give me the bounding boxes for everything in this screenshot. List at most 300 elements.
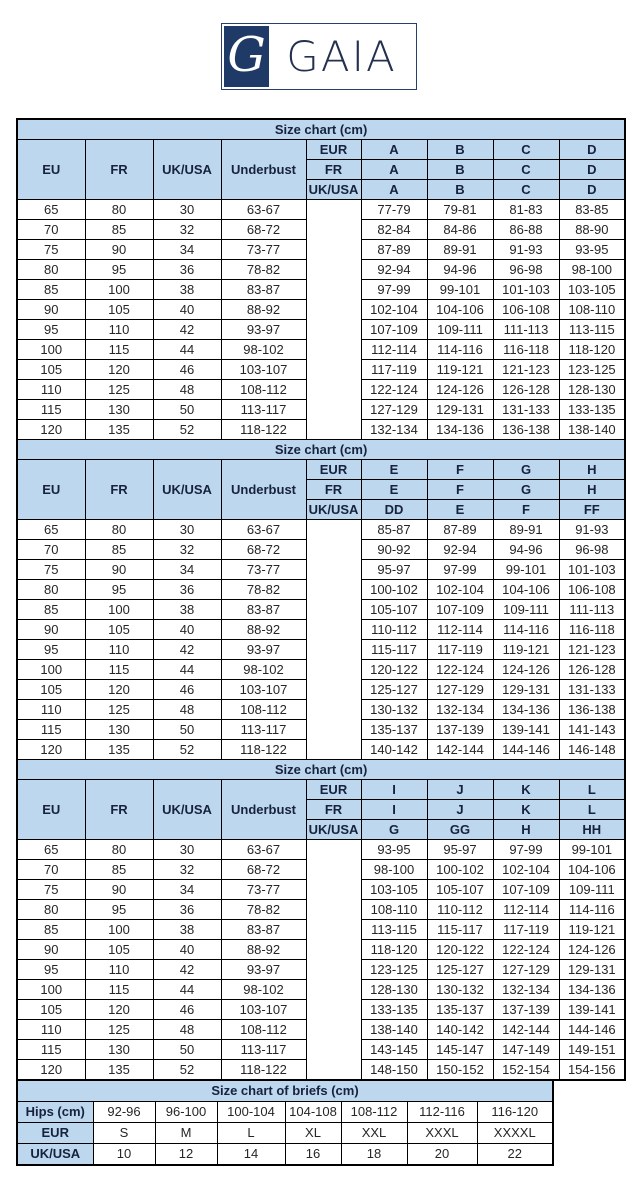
bust-range-cell: 109-111	[427, 320, 493, 340]
bust-range-cell: 100-102	[361, 580, 427, 600]
cup-size-header: C	[493, 180, 559, 200]
bust-range-cell: 107-109	[361, 320, 427, 340]
size-value-cell: 135	[85, 740, 153, 760]
briefs-value-cell: 12	[155, 1144, 217, 1166]
bust-range-cell: 145-147	[427, 1040, 493, 1060]
bust-range-cell: 130-132	[427, 980, 493, 1000]
column-header: FR	[85, 140, 153, 200]
gaia-logo	[221, 23, 417, 90]
size-value-cell: 100	[85, 600, 153, 620]
size-value-cell: 83-87	[221, 600, 306, 620]
bust-range-cell: 108-110	[559, 300, 625, 320]
cup-size-header: A	[361, 180, 427, 200]
size-value-cell: 110	[17, 380, 85, 400]
bust-range-cell: 110-112	[361, 620, 427, 640]
size-value-cell: 95	[17, 640, 85, 660]
size-chart-section-3	[17, 760, 625, 1081]
size-value-cell: 118-122	[221, 1060, 306, 1081]
bust-range-cell: 147-149	[493, 1040, 559, 1060]
size-value-cell: 108-112	[221, 380, 306, 400]
size-value-cell: 120	[85, 1000, 153, 1020]
bust-range-cell: 112-114	[493, 900, 559, 920]
size-value-cell: 110	[85, 320, 153, 340]
size-value-cell: 46	[153, 360, 221, 380]
size-value-cell: 100	[85, 280, 153, 300]
size-value-cell: 125	[85, 380, 153, 400]
size-value-cell: 34	[153, 240, 221, 260]
bust-range-cell: 115-117	[361, 640, 427, 660]
cup-size-header: F	[427, 480, 493, 500]
cup-size-header: A	[361, 160, 427, 180]
bust-range-cell: 114-116	[427, 340, 493, 360]
bust-range-cell: 119-121	[493, 640, 559, 660]
size-charts-area	[16, 118, 638, 1166]
size-value-cell: 85	[17, 280, 85, 300]
size-value-cell: 110	[85, 960, 153, 980]
bust-range-cell: 127-129	[493, 960, 559, 980]
cup-size-header: J	[427, 800, 493, 820]
size-value-cell: 80	[17, 260, 85, 280]
bust-range-cell: 125-127	[361, 680, 427, 700]
size-value-cell: 50	[153, 1040, 221, 1060]
bust-range-cell: 101-103	[559, 560, 625, 580]
cup-size-header: HH	[559, 820, 625, 840]
bust-range-cell: 103-105	[559, 280, 625, 300]
column-header: EU	[17, 780, 85, 840]
size-value-cell: 85	[17, 920, 85, 940]
size-value-cell: 65	[17, 520, 85, 540]
size-value-cell: 100	[17, 980, 85, 1000]
size-value-cell: 98-102	[221, 340, 306, 360]
size-value-cell: 73-77	[221, 560, 306, 580]
cup-system-label: FR	[306, 160, 361, 180]
bust-range-cell: 136-138	[493, 420, 559, 440]
size-value-cell: 48	[153, 700, 221, 720]
bust-range-cell: 86-88	[493, 220, 559, 240]
cup-size-header: A	[361, 140, 427, 160]
spacer-cell	[306, 200, 361, 440]
bust-range-cell: 105-107	[427, 880, 493, 900]
size-value-cell: 125	[85, 1020, 153, 1040]
size-value-cell: 46	[153, 1000, 221, 1020]
bust-range-cell: 94-96	[493, 540, 559, 560]
size-value-cell: 38	[153, 920, 221, 940]
size-value-cell: 32	[153, 860, 221, 880]
briefs-value-cell: 18	[341, 1144, 407, 1166]
bust-range-cell: 137-139	[427, 720, 493, 740]
bust-range-cell: 120-122	[361, 660, 427, 680]
bust-range-cell: 142-144	[493, 1020, 559, 1040]
briefs-value-cell: XL	[285, 1123, 341, 1144]
bust-range-cell: 122-124	[361, 380, 427, 400]
size-value-cell: 65	[17, 840, 85, 860]
cup-system-label: EUR	[306, 460, 361, 480]
size-value-cell: 95	[17, 320, 85, 340]
briefs-value-cell: 20	[407, 1144, 477, 1166]
bust-range-cell: 149-151	[559, 1040, 625, 1060]
bust-range-cell: 139-141	[559, 1000, 625, 1020]
size-value-cell: 83-87	[221, 920, 306, 940]
size-value-cell: 90	[17, 940, 85, 960]
size-value-cell: 70	[17, 220, 85, 240]
spacer-cell	[306, 520, 361, 760]
briefs-value-cell: 108-112	[341, 1102, 407, 1123]
size-value-cell: 135	[85, 420, 153, 440]
bust-range-cell: 109-111	[493, 600, 559, 620]
size-value-cell: 30	[153, 840, 221, 860]
size-value-cell: 93-97	[221, 960, 306, 980]
bust-range-cell: 98-100	[361, 860, 427, 880]
size-value-cell: 115	[17, 1040, 85, 1060]
bust-range-cell: 106-108	[559, 580, 625, 600]
bust-range-cell: 129-131	[493, 680, 559, 700]
size-value-cell: 90	[17, 620, 85, 640]
size-value-cell: 85	[85, 540, 153, 560]
size-value-cell: 93-97	[221, 320, 306, 340]
bust-range-cell: 142-144	[427, 740, 493, 760]
bust-range-cell: 91-93	[493, 240, 559, 260]
size-value-cell: 75	[17, 880, 85, 900]
cup-size-header: L	[559, 780, 625, 800]
size-value-cell: 98-102	[221, 660, 306, 680]
bust-range-cell: 131-133	[559, 680, 625, 700]
bust-range-cell: 106-108	[493, 300, 559, 320]
cup-size-header: G	[493, 460, 559, 480]
bust-range-cell: 143-145	[361, 1040, 427, 1060]
bust-range-cell: 95-97	[427, 840, 493, 860]
size-value-cell: 90	[85, 560, 153, 580]
cup-system-label: UK/USA	[306, 820, 361, 840]
bust-range-cell: 117-119	[361, 360, 427, 380]
bust-range-cell: 131-133	[493, 400, 559, 420]
cup-size-header: E	[361, 460, 427, 480]
bust-range-cell: 129-131	[427, 400, 493, 420]
briefs-title-row	[17, 1080, 553, 1102]
size-value-cell: 110	[17, 700, 85, 720]
column-header: Underbust	[221, 460, 306, 520]
column-header: EU	[17, 460, 85, 520]
size-value-cell: 80	[85, 840, 153, 860]
size-value-cell: 63-67	[221, 520, 306, 540]
bust-range-cell: 124-126	[427, 380, 493, 400]
size-value-cell: 93-97	[221, 640, 306, 660]
bust-range-cell: 102-104	[493, 860, 559, 880]
size-value-cell: 120	[17, 420, 85, 440]
cup-size-header: E	[427, 500, 493, 520]
size-value-cell: 68-72	[221, 220, 306, 240]
size-value-cell: 130	[85, 720, 153, 740]
size-value-cell: 103-107	[221, 680, 306, 700]
size-value-cell: 34	[153, 560, 221, 580]
bust-range-cell: 139-141	[493, 720, 559, 740]
bust-range-cell: 89-91	[493, 520, 559, 540]
bust-range-cell: 126-128	[493, 380, 559, 400]
size-value-cell: 36	[153, 260, 221, 280]
bust-range-cell: 119-121	[559, 920, 625, 940]
size-value-cell: 120	[17, 740, 85, 760]
bust-range-cell: 103-105	[361, 880, 427, 900]
bust-range-cell: 94-96	[427, 260, 493, 280]
size-value-cell: 105	[85, 940, 153, 960]
cup-system-label: UK/USA	[306, 500, 361, 520]
bust-range-cell: 132-134	[361, 420, 427, 440]
size-value-cell: 52	[153, 1060, 221, 1081]
bust-range-cell: 110-112	[427, 900, 493, 920]
bust-range-cell: 140-142	[427, 1020, 493, 1040]
bust-range-cell: 135-137	[427, 1000, 493, 1020]
bust-range-cell: 140-142	[361, 740, 427, 760]
size-value-cell: 80	[85, 520, 153, 540]
size-value-cell: 130	[85, 1040, 153, 1060]
size-value-cell: 78-82	[221, 580, 306, 600]
bust-range-cell: 99-101	[559, 840, 625, 860]
bust-range-cell: 115-117	[427, 920, 493, 940]
bust-range-cell: 135-137	[361, 720, 427, 740]
size-value-cell: 46	[153, 680, 221, 700]
size-value-cell: 48	[153, 380, 221, 400]
size-value-cell: 100	[17, 340, 85, 360]
bust-range-cell: 133-135	[559, 400, 625, 420]
logo-container	[0, 0, 638, 118]
size-value-cell: 50	[153, 400, 221, 420]
size-value-cell: 42	[153, 640, 221, 660]
bust-range-cell: 117-119	[427, 640, 493, 660]
size-value-cell: 32	[153, 220, 221, 240]
bust-range-cell: 112-114	[427, 620, 493, 640]
bust-range-cell: 109-111	[559, 880, 625, 900]
size-value-cell: 135	[85, 1060, 153, 1081]
cup-header-row	[17, 460, 625, 480]
size-value-cell: 105	[17, 1000, 85, 1020]
size-value-cell: 32	[153, 540, 221, 560]
cup-size-header: F	[493, 500, 559, 520]
bust-range-cell: 100-102	[427, 860, 493, 880]
bust-range-cell: 152-154	[493, 1060, 559, 1081]
briefs-value-cell: 22	[477, 1144, 553, 1166]
bust-range-cell: 104-106	[559, 860, 625, 880]
size-value-cell: 95	[85, 580, 153, 600]
briefs-value-cell: 112-116	[407, 1102, 477, 1123]
bust-range-cell: 107-109	[427, 600, 493, 620]
size-value-cell: 52	[153, 740, 221, 760]
bust-range-cell: 127-129	[361, 400, 427, 420]
bust-range-cell: 104-106	[427, 300, 493, 320]
size-data-row	[17, 840, 625, 860]
size-value-cell: 118-122	[221, 420, 306, 440]
bust-range-cell: 96-98	[493, 260, 559, 280]
bust-range-cell: 122-124	[493, 940, 559, 960]
bust-range-cell: 134-136	[559, 980, 625, 1000]
size-value-cell: 115	[17, 400, 85, 420]
size-value-cell: 75	[17, 560, 85, 580]
bust-range-cell: 97-99	[493, 840, 559, 860]
column-header: FR	[85, 780, 153, 840]
briefs-value-cell: 92-96	[93, 1102, 155, 1123]
bust-range-cell: 124-126	[559, 940, 625, 960]
size-value-cell: 90	[85, 880, 153, 900]
size-value-cell: 70	[17, 540, 85, 560]
bust-range-cell: 113-115	[559, 320, 625, 340]
briefs-data-row	[17, 1144, 553, 1166]
size-value-cell: 70	[17, 860, 85, 880]
bust-range-cell: 102-104	[361, 300, 427, 320]
column-header: UK/USA	[153, 460, 221, 520]
size-value-cell: 110	[17, 1020, 85, 1040]
cup-header-row	[17, 780, 625, 800]
size-value-cell: 118-122	[221, 740, 306, 760]
bust-range-cell: 108-110	[361, 900, 427, 920]
size-value-cell: 88-92	[221, 940, 306, 960]
bust-range-cell: 123-125	[559, 360, 625, 380]
cup-size-header: J	[427, 780, 493, 800]
bust-range-cell: 84-86	[427, 220, 493, 240]
cup-size-header: D	[559, 140, 625, 160]
bust-range-cell: 132-134	[427, 700, 493, 720]
size-value-cell: 90	[85, 240, 153, 260]
title-row	[17, 440, 625, 460]
bust-range-cell: 99-101	[427, 280, 493, 300]
size-value-cell: 73-77	[221, 880, 306, 900]
size-value-cell: 44	[153, 340, 221, 360]
briefs-data-row	[17, 1102, 553, 1123]
size-value-cell: 105	[17, 360, 85, 380]
briefs-value-cell: L	[217, 1123, 285, 1144]
bust-range-cell: 123-125	[361, 960, 427, 980]
size-value-cell: 40	[153, 620, 221, 640]
size-value-cell: 42	[153, 960, 221, 980]
bust-range-cell: 89-91	[427, 240, 493, 260]
briefs-value-cell: 16	[285, 1144, 341, 1166]
size-value-cell: 105	[17, 680, 85, 700]
bust-range-cell: 118-120	[361, 940, 427, 960]
bust-range-cell: 137-139	[493, 1000, 559, 1020]
cup-size-header: D	[559, 180, 625, 200]
briefs-value-cell: 14	[217, 1144, 285, 1166]
cup-size-header: H	[493, 820, 559, 840]
bust-range-cell: 83-85	[559, 200, 625, 220]
bust-range-cell: 148-150	[361, 1060, 427, 1081]
bust-range-cell: 79-81	[427, 200, 493, 220]
bust-range-cell: 146-148	[559, 740, 625, 760]
size-value-cell: 110	[85, 640, 153, 660]
cup-size-header: B	[427, 140, 493, 160]
title-row	[17, 119, 625, 140]
cup-size-header: I	[361, 780, 427, 800]
briefs-row-label: UK/USA	[17, 1144, 93, 1166]
size-value-cell: 95	[17, 960, 85, 980]
size-value-cell: 38	[153, 600, 221, 620]
cup-system-label: FR	[306, 800, 361, 820]
bust-range-cell: 99-101	[493, 560, 559, 580]
bust-range-cell: 97-99	[361, 280, 427, 300]
size-value-cell: 75	[17, 240, 85, 260]
gaia-monogram-letter: G	[227, 26, 266, 83]
size-value-cell: 105	[85, 620, 153, 640]
bust-range-cell: 111-113	[559, 600, 625, 620]
size-value-cell: 100	[17, 660, 85, 680]
column-header: FR	[85, 460, 153, 520]
bra-size-charts-table	[16, 118, 626, 1081]
briefs-value-cell: XXL	[341, 1123, 407, 1144]
cup-system-label: EUR	[306, 140, 361, 160]
cup-size-header: C	[493, 160, 559, 180]
briefs-value-cell: XXXL	[407, 1123, 477, 1144]
cup-size-header: F	[427, 460, 493, 480]
bust-range-cell: 90-92	[361, 540, 427, 560]
briefs-value-cell: 116-120	[477, 1102, 553, 1123]
size-value-cell: 30	[153, 200, 221, 220]
size-value-cell: 63-67	[221, 200, 306, 220]
cup-size-header: B	[427, 160, 493, 180]
size-data-row	[17, 200, 625, 220]
bust-range-cell: 124-126	[493, 660, 559, 680]
briefs-value-cell: 10	[93, 1144, 155, 1166]
bust-range-cell: 127-129	[427, 680, 493, 700]
gaia-monogram-icon	[224, 26, 269, 87]
bust-range-cell: 134-136	[493, 700, 559, 720]
size-value-cell: 103-107	[221, 1000, 306, 1020]
size-value-cell: 65	[17, 200, 85, 220]
size-value-cell: 125	[85, 700, 153, 720]
cup-system-label: FR	[306, 480, 361, 500]
size-value-cell: 115	[85, 980, 153, 1000]
bust-range-cell: 129-131	[559, 960, 625, 980]
bust-range-cell: 125-127	[427, 960, 493, 980]
cup-system-label: EUR	[306, 780, 361, 800]
size-value-cell: 120	[17, 1060, 85, 1081]
briefs-row-label: EUR	[17, 1123, 93, 1144]
column-header: Underbust	[221, 780, 306, 840]
bust-range-cell: 101-103	[493, 280, 559, 300]
cup-size-header: C	[493, 140, 559, 160]
size-value-cell: 120	[85, 360, 153, 380]
bust-range-cell: 91-93	[559, 520, 625, 540]
bust-range-cell: 77-79	[361, 200, 427, 220]
bust-range-cell: 114-116	[493, 620, 559, 640]
bust-range-cell: 117-119	[493, 920, 559, 940]
size-chart-title: Size chart (cm)	[17, 760, 625, 780]
cup-size-header: H	[559, 480, 625, 500]
size-value-cell: 30	[153, 520, 221, 540]
cup-size-header: G	[493, 480, 559, 500]
bust-range-cell: 144-146	[493, 740, 559, 760]
size-value-cell: 95	[85, 900, 153, 920]
bust-range-cell: 122-124	[427, 660, 493, 680]
cup-size-header: I	[361, 800, 427, 820]
cup-size-header: GG	[427, 820, 493, 840]
briefs-value-cell: S	[93, 1123, 155, 1144]
size-value-cell: 130	[85, 400, 153, 420]
size-value-cell: 36	[153, 580, 221, 600]
bust-range-cell: 112-114	[361, 340, 427, 360]
bust-range-cell: 88-90	[559, 220, 625, 240]
cup-size-header: H	[559, 460, 625, 480]
size-value-cell: 108-112	[221, 700, 306, 720]
size-chart-section-2	[17, 440, 625, 760]
column-header: UK/USA	[153, 140, 221, 200]
size-value-cell: 85	[85, 220, 153, 240]
bust-range-cell: 96-98	[559, 540, 625, 560]
briefs-row-label: Hips (cm)	[17, 1102, 93, 1123]
briefs-value-cell: M	[155, 1123, 217, 1144]
bust-range-cell: 98-100	[559, 260, 625, 280]
size-value-cell: 78-82	[221, 900, 306, 920]
bust-range-cell: 138-140	[361, 1020, 427, 1040]
bust-range-cell: 114-116	[559, 900, 625, 920]
bust-range-cell: 126-128	[559, 660, 625, 680]
size-value-cell: 120	[85, 680, 153, 700]
size-value-cell: 103-107	[221, 360, 306, 380]
